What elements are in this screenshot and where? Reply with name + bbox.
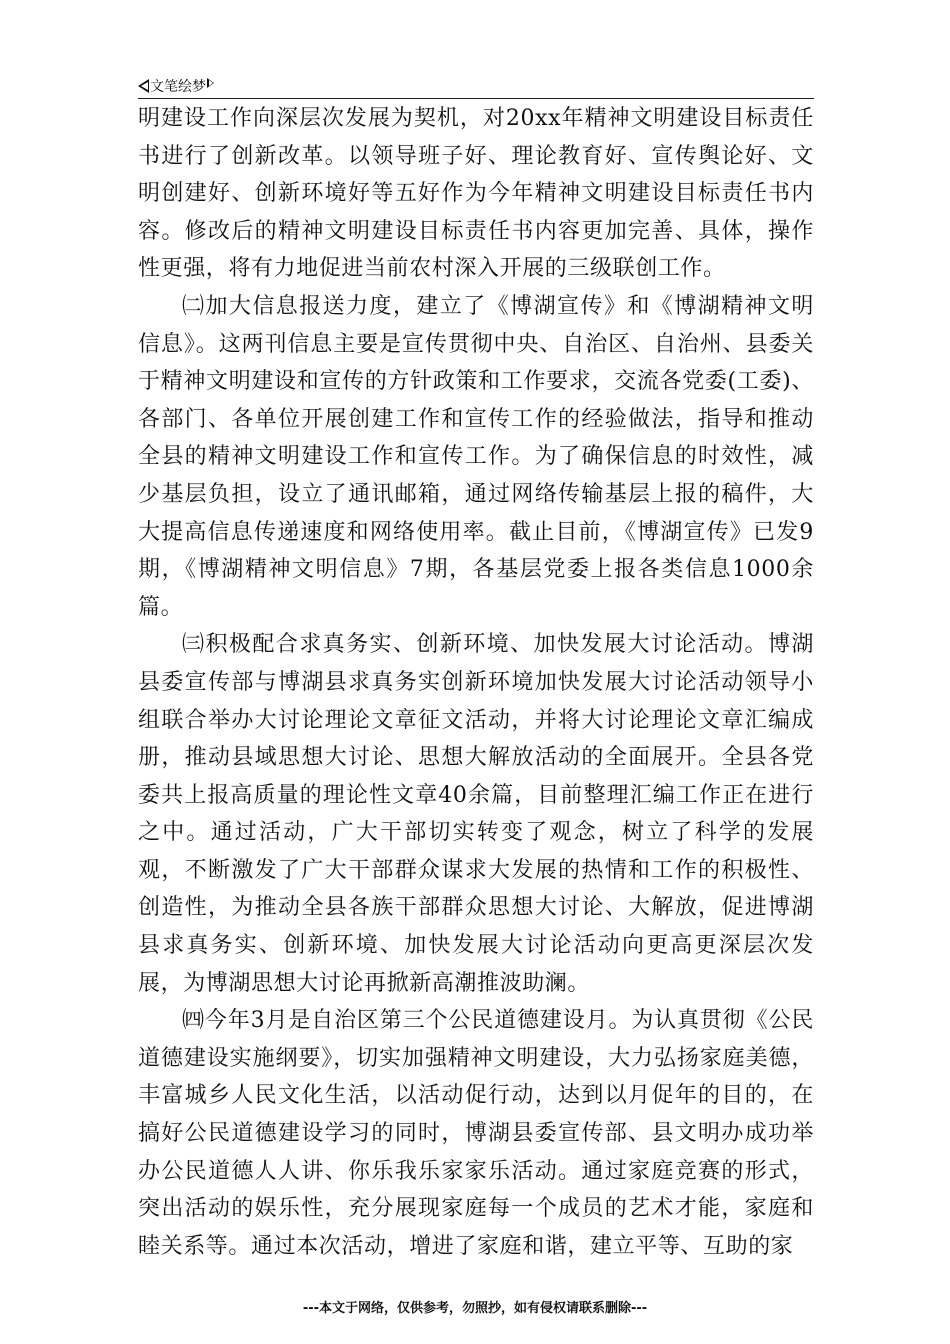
page-header (138, 74, 814, 99)
left-triangle-icon (138, 79, 149, 93)
footer-notice: ---本文于网络，仅供参考，勿照抄，如有侵权请联系删除--- (302, 1301, 648, 1316)
document-body (138, 100, 814, 1265)
paragraph-item-2: ㈡加大信息报送力度，建立了《博湖宣传》和《博湖精神文明信息》。这两刊信息主要是宣传贯彻中央、自治区、自治州、县委关于精神文明建设和宣传的方针政策和工作要求，交流各党委(工委)、各部门、各单位开展创建工作和宣传工作的经验做法，指导和推动全县的精神文明建设工作和宣传工作。为了确保信息的时效性，减少基层负担，设立了通讯邮箱，通过网络传输基层上报的稿件，大大提高信息传递速度和网络使用率。截止目前，《博湖宣传》已发9期，《博湖精神文明信息》7期，各基层党委上报各类信息1000余篇。 (138, 293, 814, 620)
paragraph-item-4: ㈣今年3月是自治区第三个公民道德建设月。为认真贯彻《公民道德建设实施纲要》，切实加强精神文明建设，大力弘扬家庭美德，丰富城乡人民文化生活，以活动促行动，达到以月促年的目的，在搞好公民道德建设学习的同时，博湖县委宣传部、县文明办成功举办公民道德人人讲、你乐我乐家家乐活动。通过家庭竞赛的形式，突出活动的娱乐性，充分展现家庭每一个成员的艺术才能，家庭和睦关系等。通过本次活动，增进了家庭和谐，建立平等、互助的家 (138, 1008, 814, 1259)
paragraph-item-3: ㈢积极配合求真务实、创新环境、加快发展大讨论活动。博湖县委宣传部与博湖县求真务实创新环境加快发展大讨论活动领导小组联合举办大讨论理论文章征文活动，并将大讨论理论文章汇编成册，推动县域思想大讨论、思想大解放活动的全面展开。全县各党委共上报高质量的理论性文章40余篇，目前整理汇编工作正在进行之中。通过活动，广大干部切实转变了观念，树立了科学的发展观，不断激发了广大干部群众谋求大发展的热情和工作的积极性、创造性，为推动全县各族干部群众思想大讨论、大解放，促进博湖县求真务实、创新环境、加快发展大讨论活动向更高更深层次发展，为博湖思想大讨论再掀新高潮推波助澜。 (138, 632, 814, 996)
paragraph-continuation: 明建设工作向深层次发展为契机，对20xx年精神文明建设目标责任书进行了创新改革。以领导班子好、理论教育好、宣传舆论好、文明创建好、创新环境好等五好作为今年精神文明建设目标责任书内容。修改后的精神文明建设目标责任书内容更加完善、具体，操作性更强，将有力地促进当前农村深入开展的三级联创工作。 (138, 106, 814, 282)
header-logo-text: 文笔绘梦 (150, 79, 206, 95)
header-logo (138, 76, 214, 96)
right-triangle-icon (207, 78, 214, 88)
